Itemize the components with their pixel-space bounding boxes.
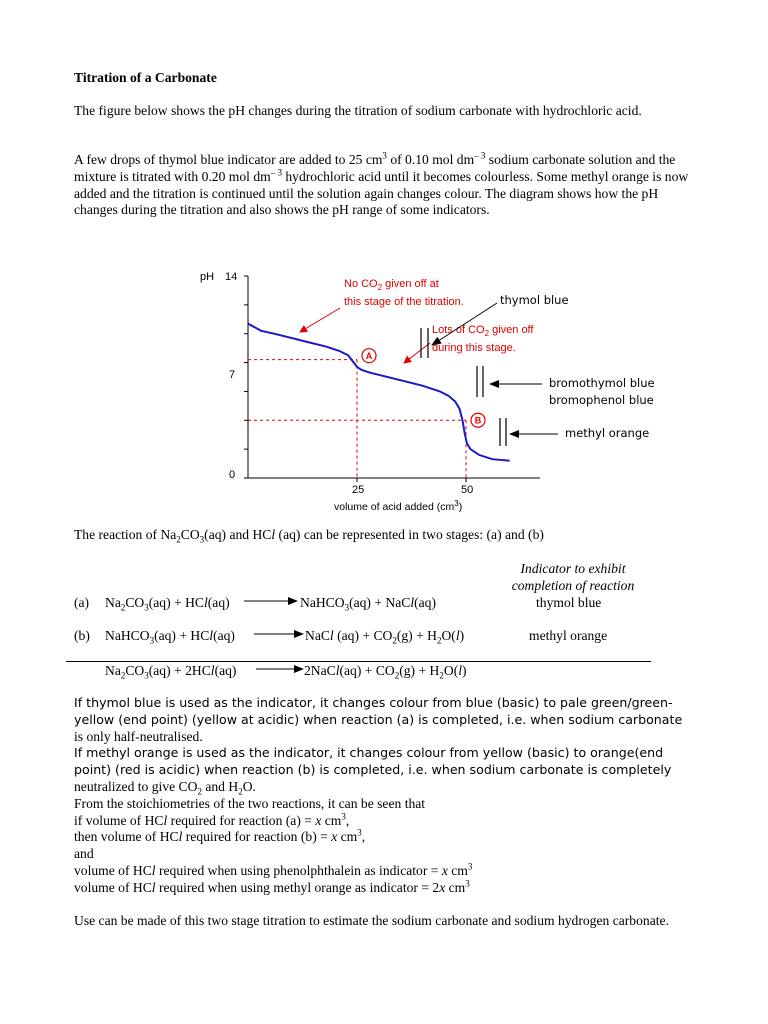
label-bromothymol-blue: bromothymol blue bbox=[549, 376, 655, 390]
svg-text:B: B bbox=[474, 415, 482, 426]
explanation-and: and bbox=[74, 846, 94, 862]
label-bromophenol-blue: bromophenol blue bbox=[549, 393, 654, 407]
explanation-block bbox=[74, 695, 699, 897]
reaction-b-lhs: NaHCO$_3$(aq) + HCl(aq) bbox=[105, 628, 235, 646]
x-ticks bbox=[357, 478, 466, 482]
intro-paragraph: The figure below shows the pH changes during the titration of sodium carbonate with hydrochloric acid. bbox=[74, 103, 642, 118]
label-methyl-orange: methyl orange bbox=[565, 426, 650, 440]
x-axis-label: volume of acid added $(cm^3)$ bbox=[334, 499, 463, 513]
explanation-neutralized: neutralized to give $CO_2$ and $H_2O$. bbox=[74, 778, 256, 797]
procedure-paragraph: A few drops of thymol blue indicator are added to 25 $cm^3$ of 0.10 mol $dm^{- 3}$ sodium carbonate solution and the mixture is titrated with 0.20 mol $dm^{- 3}$ hydrochloric acid until it becomes colourless. Some methyl orange is now added and the titration is continued until the solution again changes colour. The diagram shows how the pH changes during the titration and also shows the pH range of some indicators. bbox=[74, 150, 689, 218]
reaction-a-arrow bbox=[244, 594, 300, 608]
reaction-a-label: (a) bbox=[74, 595, 90, 610]
explanation-thymol: If thymol blue is used as the indicator, it changes colour from blue (basic) to pale green/green-yellow (end point) (yellow at acidic) when reaction (a) is completed, i.e. when sodium carbonate bbox=[74, 695, 683, 727]
marker-b bbox=[471, 413, 485, 427]
reaction-a-lhs: $Na_2CO_3(aq) + HCl(aq)$ bbox=[105, 595, 230, 613]
indicator-header-line1: Indicator to exhibit bbox=[520, 561, 626, 576]
arrow-no-co2 bbox=[300, 308, 340, 332]
svg-text:A: A bbox=[365, 350, 373, 361]
y-tick-label-14: 14 bbox=[225, 271, 238, 283]
explanation-phenolphthalein: volume of HCl required when using phenolphthalein as indicator = x $cm^3$ bbox=[74, 861, 473, 878]
indicator-header-line2: completion of reaction bbox=[511, 578, 635, 593]
y-tick-label-7: 7 bbox=[229, 369, 236, 381]
x-tick-label-25: 25 bbox=[352, 484, 365, 496]
reaction-total-rhs: 2NaCl(aq) + $CO_2(g) + H_2O(l)$ bbox=[304, 663, 467, 681]
annotation-lots-co2-line1: Lots of $CO_2$ given off bbox=[432, 324, 534, 338]
closing-paragraph: Use can be made of this two stage titration to estimate the sodium carbonate and sodium hydrogen carbonate. bbox=[74, 913, 669, 928]
reaction-b-arrow bbox=[254, 627, 306, 641]
marker-a bbox=[362, 349, 376, 363]
explanation-methyl-orange-volume: volume of HCl required when using methyl orange as indicator = 2x $cm^3$ bbox=[74, 878, 470, 895]
reaction-intro: The reaction of $Na_2CO_3(aq)$ and HCl (aq) can be represented in two stages: (a) and (b) bbox=[74, 527, 544, 545]
x-tick-label-50: 50 bbox=[461, 484, 474, 496]
arrow-lots-co2 bbox=[404, 343, 430, 363]
label-thymol-blue: thymol blue bbox=[500, 293, 569, 307]
reaction-a-indicator: thymol blue bbox=[536, 595, 602, 610]
page-title: Titration of a Carbonate bbox=[74, 70, 217, 85]
annotation-lots-co2-line2: during this stage. bbox=[432, 342, 516, 354]
explanation-methyl-orange: If methyl orange is used as the indicator, it changes colour from yellow (basic) to orange(end point) (red is acidic) when reaction (b) is completed, i.e. when sodium carbonate is completely bbox=[74, 745, 672, 778]
reaction-b-indicator: methyl orange bbox=[529, 628, 608, 643]
reaction-b-rhs: NaCl $(aq) + CO_2(g) + H_2O(l)$ bbox=[305, 628, 465, 646]
reaction-a-rhs: NaHCO$_3$(aq) + NaCl(aq) bbox=[300, 595, 436, 613]
explanation-stoichiometry: From the stoichiometries of the two reactions, it can be seen that bbox=[74, 795, 426, 811]
explanation-volume-b: then volume of HCl required for reaction (b) = x $cm^3$, bbox=[74, 827, 366, 845]
y-axis-label: pH bbox=[200, 271, 215, 283]
explanation-volume-a: if volume of HCl required for reaction (a) = x $cm^3$, bbox=[74, 811, 350, 828]
reaction-sum-divider bbox=[66, 661, 651, 662]
annotation-no-co2-line2: this stage of the titration. bbox=[344, 296, 464, 308]
reaction-total-arrow bbox=[256, 662, 306, 676]
y-ticks bbox=[244, 276, 248, 478]
explanation-half-neutralised: is only half-neutralised. bbox=[74, 728, 203, 744]
reaction-total-lhs: $Na_2CO_3(aq) + 2HCl(aq)$ bbox=[105, 663, 237, 681]
reaction-b-label: (b) bbox=[74, 628, 90, 643]
y-tick-label-0: 0 bbox=[229, 469, 236, 481]
annotation-no-co2-line1: No $CO_2$ given off at bbox=[344, 278, 439, 292]
